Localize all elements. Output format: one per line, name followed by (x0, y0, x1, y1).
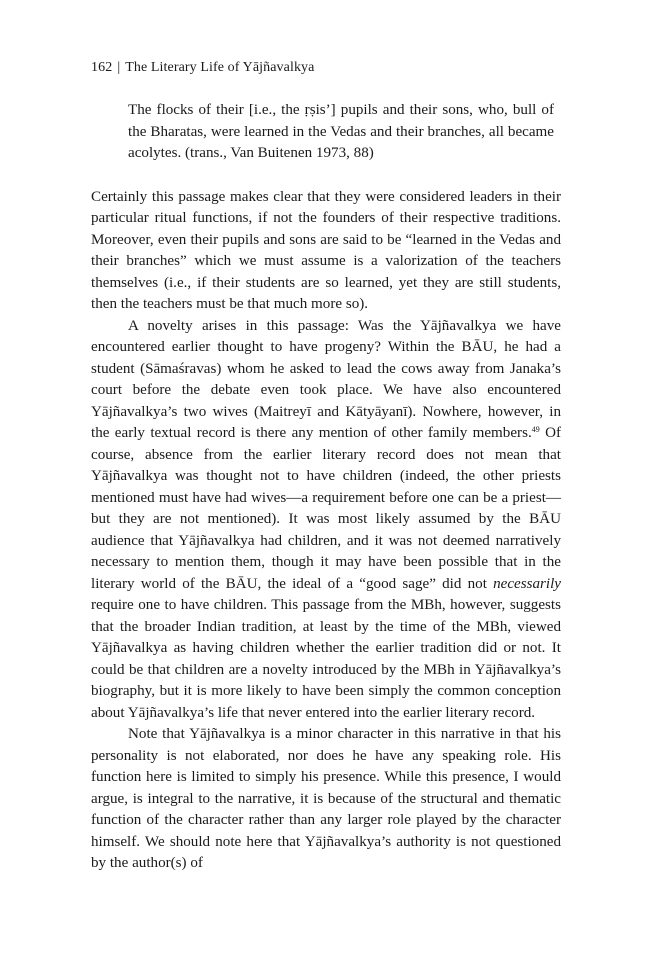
emphasis-word: necessarily (493, 575, 561, 592)
book-page (91, 58, 561, 875)
running-title: The Literary Life of Yājñavalkya (125, 60, 315, 75)
paragraph-1: Certainly this passage makes clear that they were considered leaders in their particular ritual functions, if not the founders of their respective traditions. Moreover, even their pupils and sons are said to be “learned in the Vedas and their branches” which we must assume is a valorization of the teachers themselves (i.e., if their students are so learned, yet they are still students, then the teachers must be that much more so). (91, 188, 561, 312)
paragraph-2-text-b: Of course, absence from the earlier literary record does not mean that Yājñavalkya was thought not to have children (indeed, the other priests mentioned must have had wives—a requirement before one can be a priest—but they are not mentioned). It was most likely assumed by the BĀU audience that Yājñavalkya had children, and it was not deemed narratively necessary to mention them, though it may have been possible that in the literary world of the BĀU, the ideal of a “good sage” did not (91, 425, 562, 592)
paragraph-2 (91, 316, 561, 725)
page-number: 162 (91, 60, 113, 75)
block-quote: The flocks of their [i.e., the ṛṣis’] pupils and their sons, who, bull of the Bharatas, were learned in the Vedas and their branches, all became acolytes. (trans., Van Buitenen 1973, 88) (128, 102, 554, 161)
header-separator: | (117, 60, 121, 75)
footnote-marker: 49 (531, 425, 540, 434)
paragraph-2-text-a: A novelty arises in this passage: Was the Yājñavalkya we have encountered earlier thought to have progeny? Within the BĀU, he had a student (Sāmaśravas) whom he asked to lead the cows away from Janaka’s court before the debate even took place. We have also encountered Yājñavalkya’s two wives (Maitreyī and Kātyāyanī). Nowhere, however, in the early textual record is there any mention of other family members. (91, 317, 561, 441)
paragraph-3: Note that Yājñavalkya is a minor character in this narrative in that his personality is not elaborated, nor does he have any speaking role. His function here is limited to simply his presence. While this presence, I would argue, is integral to the narrative, it is because of the structural and thematic function of the character rather than any larger role played by the character himself. We should note here that Yājñavalkya’s authority is not questioned by the author(s) of (91, 726, 561, 871)
paragraph-2-text-c: require one to have children. This passage from the MBh, however, suggests that the broader Indian tradition, at least by the time of the MBh, viewed Yājñavalkya as having children whether the earlier tradition did or not. It could be that children are a novelty introduced by the MBh in Yājñavalkya’s biography, but it is more likely to have been simply the common conception about Yājñavalkya’s life that never entered into the earlier literary record. (91, 597, 561, 721)
running-head (91, 58, 561, 78)
